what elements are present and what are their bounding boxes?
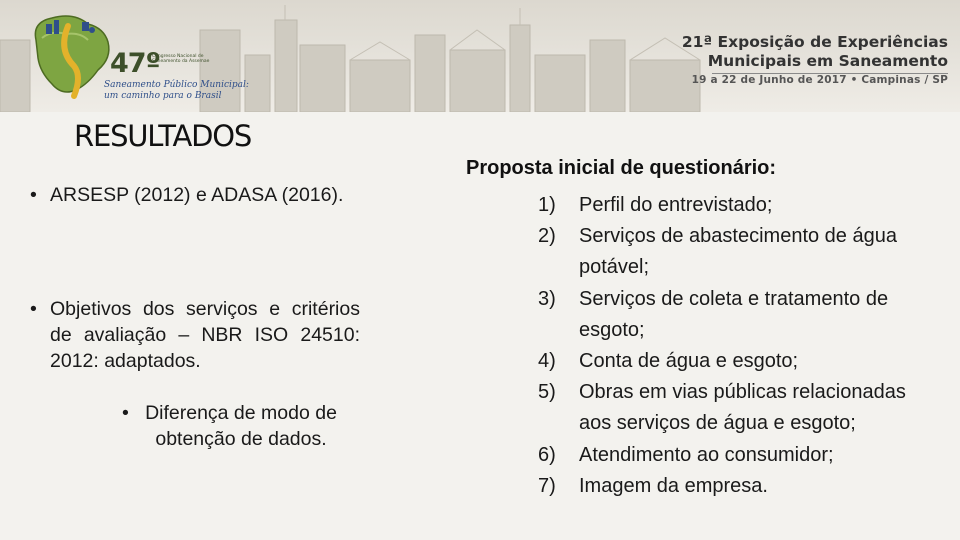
list-item-text: Serviços de coleta e tratamento de esgoto; — [579, 287, 889, 341]
list-item-text: Perfil do entrevistado; — [579, 194, 773, 216]
list-item-number: 3) — [538, 287, 556, 310]
list-item-number: 6) — [538, 443, 556, 466]
congress-logo — [22, 10, 249, 102]
list-item-text: Imagem da empresa. — [579, 474, 768, 497]
congress-number: 47º — [110, 48, 160, 79]
list-item — [520, 221, 930, 283]
exposition-dates: 19 a 22 de Junho de 2017 • Campinas / SP — [691, 74, 948, 86]
list-item-number: 2) — [538, 225, 556, 248]
list-item — [520, 471, 930, 502]
list-item-number: 5) — [538, 381, 556, 404]
header-banner — [0, 0, 960, 112]
congress-name: Congresso Nacional de Saneamento da Assemae — [152, 54, 210, 64]
list-item-text: Atendimento ao consumidor; — [579, 443, 834, 466]
list-item-number: 1) — [538, 194, 556, 216]
bullet-item: • ARSESP (2012) e ADASA (2016). — [30, 182, 360, 208]
exposition-title-line2: Municipais em Saneamento — [707, 52, 948, 70]
exposition-title-line1: 21ª Exposição de Experiências — [681, 33, 948, 51]
list-item-number: 7) — [538, 474, 556, 497]
questionnaire-title: Proposta inicial de questionário: — [466, 157, 777, 179]
list-item — [520, 190, 930, 221]
list-item-number: 4) — [538, 350, 556, 373]
questionnaire-list — [520, 190, 930, 502]
list-item-text: Serviços de abastecimento de água potável; — [579, 225, 897, 279]
list-item-text: Conta de água e esgoto; — [579, 350, 799, 373]
list-item — [520, 284, 930, 346]
list-item — [520, 377, 930, 439]
section-title: RESULTADOS — [74, 119, 252, 153]
list-item — [520, 346, 930, 377]
list-item-text: Obras em vias públicas relacionadas aos serviços de água e esgoto; — [579, 381, 906, 435]
sub-bullet-item: • Diferença de modo de obtenção de dados. — [122, 400, 360, 452]
list-item — [520, 440, 930, 471]
congress-slogan-line2: um caminho para o Brasil — [104, 91, 222, 101]
bullet-item: • Objetivos dos serviços e critérios de avaliação – NBR ISO 24510: 2012: adaptados. — [30, 296, 360, 374]
congress-slogan-line1: Saneamento Público Municipal: — [104, 80, 249, 90]
